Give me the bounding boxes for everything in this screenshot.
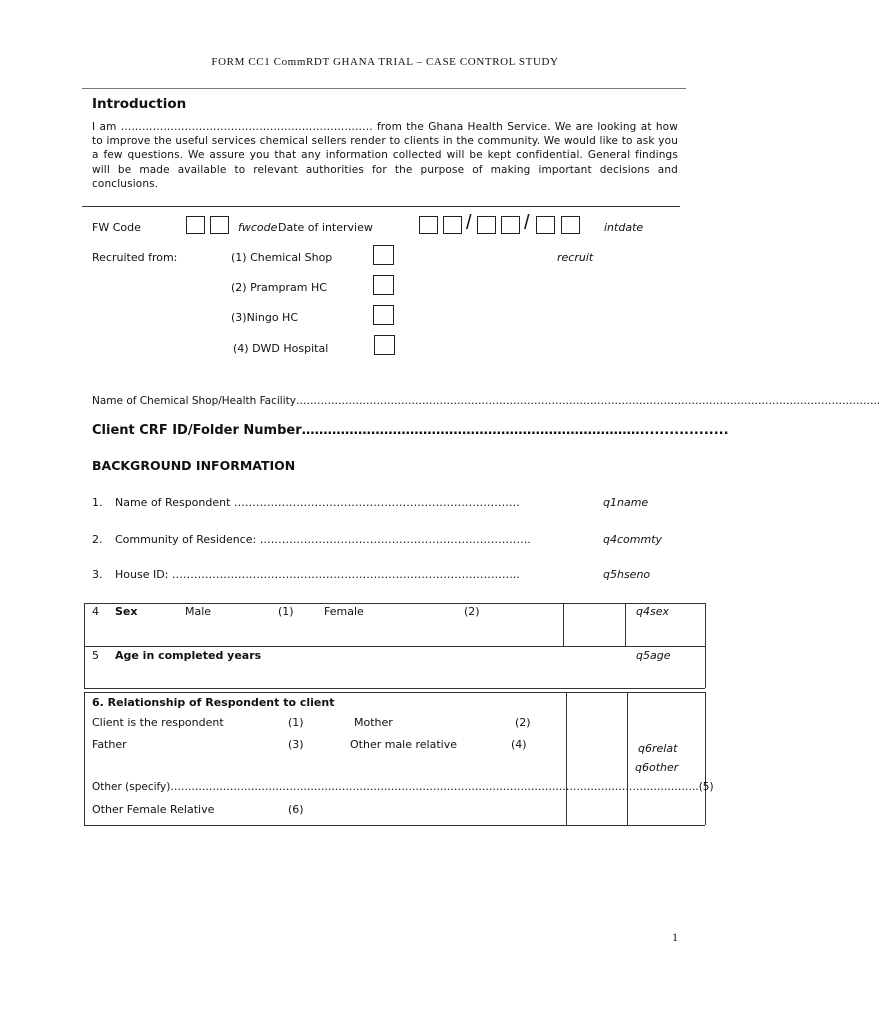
q2-number: 2. <box>92 533 103 546</box>
recruit-checkbox-chemical-shop[interactable] <box>373 245 394 265</box>
sex-female-label[interactable]: Female <box>324 605 364 618</box>
rel-mother-label[interactable]: Mother <box>354 716 393 729</box>
table1-top <box>84 603 705 604</box>
date-month-box-1[interactable] <box>477 216 496 234</box>
fw-code-label: FW Code <box>92 221 141 234</box>
q1-name-field[interactable]: Name of Respondent …………………………………………………………………… <box>115 496 520 509</box>
rel-client-label[interactable]: Client is the respondent <box>92 716 224 729</box>
date-day-box-1[interactable] <box>419 216 438 234</box>
interview-date-label: Date of interview <box>278 221 373 234</box>
rel-other-female-code: (6) <box>288 803 304 816</box>
rel-other-male-code: (4) <box>511 738 527 751</box>
form-title: FORM CC1 CommRDT GHANA TRIAL – CASE CONTROL STUDY <box>211 56 559 68</box>
q2-var: q4commty <box>603 533 663 546</box>
table1-col <box>563 603 564 646</box>
table1-bottom <box>84 688 705 689</box>
recruit-var: recruit <box>557 251 594 264</box>
date-year-box-1[interactable] <box>536 216 555 234</box>
table1-left <box>84 603 85 688</box>
recruit-option-chemical-shop: (1) Chemical Shop <box>231 251 333 264</box>
q4-number: 4 <box>92 605 99 618</box>
recruit-option-ningo: (3)Ningo HC <box>231 311 298 324</box>
page-number: 1 <box>672 930 678 944</box>
rel-other-male-label[interactable]: Other male relative <box>350 738 457 751</box>
recruit-checkbox-dwd-hospital[interactable] <box>374 335 395 355</box>
rel-father-code: (3) <box>288 738 304 751</box>
facility-name-field[interactable]: Name of Chemical Shop/Health Facility………………………………………………………………………………………………………………………………………………….. <box>92 395 880 407</box>
table2-top <box>84 692 705 693</box>
recruit-checkbox-ningo[interactable] <box>373 305 394 325</box>
table2-col-2 <box>627 692 628 825</box>
date-month-box-2[interactable] <box>501 216 520 234</box>
recruit-checkbox-prampram[interactable] <box>373 275 394 295</box>
recruit-option-prampram: (2) Prampram HC <box>231 281 327 294</box>
q5-number: 5 <box>92 649 99 662</box>
q6-title: 6. Relationship of Respondent to client <box>92 696 335 709</box>
rel-other-female-label[interactable]: Other Female Relative <box>92 803 215 816</box>
q3-number: 3. <box>92 568 103 581</box>
rel-other-specify-field[interactable]: Other (specify)…………………………………………………………………………………………………………………………………….(5) <box>92 781 714 793</box>
intro-heading: Introduction <box>92 96 187 112</box>
table2-left <box>84 692 85 825</box>
q3-var: q5hseno <box>603 568 651 581</box>
q1-var: q1name <box>603 496 649 509</box>
client-crf-id-field[interactable]: Client CRF ID/Folder Number…………………………………………………………………….................. <box>92 423 729 438</box>
q5-var: q5age <box>636 649 671 662</box>
q3-house-id-field[interactable]: House ID: ………………………………………………………………………………….. <box>115 568 520 581</box>
rel-client-code: (1) <box>288 716 304 729</box>
date-separator-2: / <box>524 212 530 234</box>
fw-code-box-1[interactable] <box>186 216 205 234</box>
q1-number: 1. <box>92 496 103 509</box>
table2-col <box>566 692 567 825</box>
recruit-option-dwd-hospital: (4) DWD Hospital <box>233 342 329 355</box>
table1-col-2 <box>625 603 626 646</box>
interview-date-var: intdate <box>604 221 644 234</box>
intro-paragraph: I am …………………………………………………………….. from the Ghana Health Service. We are looking at how to improve the useful services chemical sellers render to clients in the community. We would like to ask you a few questions. We assure you that any information collected will be kept confidential. General findings will be made available to relevant authorities for the purpose of making important decisions and conclusions. <box>92 121 678 190</box>
table1-mid <box>84 646 705 647</box>
q5-age-label: Age in completed years <box>115 649 262 662</box>
rel-father-label[interactable]: Father <box>92 738 127 751</box>
q2-community-field[interactable]: Community of Residence: ……………………………………………………………….. <box>115 533 531 546</box>
q6-var-relat: q6relat <box>638 742 678 755</box>
rel-mother-code: (2) <box>515 716 531 729</box>
q4-var: q4sex <box>636 605 669 618</box>
sex-male-label[interactable]: Male <box>185 605 212 618</box>
intro-rule <box>82 206 680 207</box>
table1-right <box>705 603 706 688</box>
background-heading: BACKGROUND INFORMATION <box>92 458 296 473</box>
date-day-box-2[interactable] <box>443 216 462 234</box>
fw-code-var: fwcode <box>238 221 278 234</box>
header-rule <box>82 88 686 89</box>
sex-male-code: (1) <box>278 605 294 618</box>
table2-bottom <box>84 825 705 826</box>
table2-right <box>705 692 706 825</box>
q4-sex-label: Sex <box>115 605 138 618</box>
date-separator-1: / <box>466 212 472 234</box>
sex-female-code: (2) <box>464 605 480 618</box>
q6-var-other: q6other <box>635 761 679 774</box>
recruited-label: Recruited from: <box>92 251 178 264</box>
fw-code-box-2[interactable] <box>210 216 229 234</box>
date-year-box-2[interactable] <box>561 216 580 234</box>
